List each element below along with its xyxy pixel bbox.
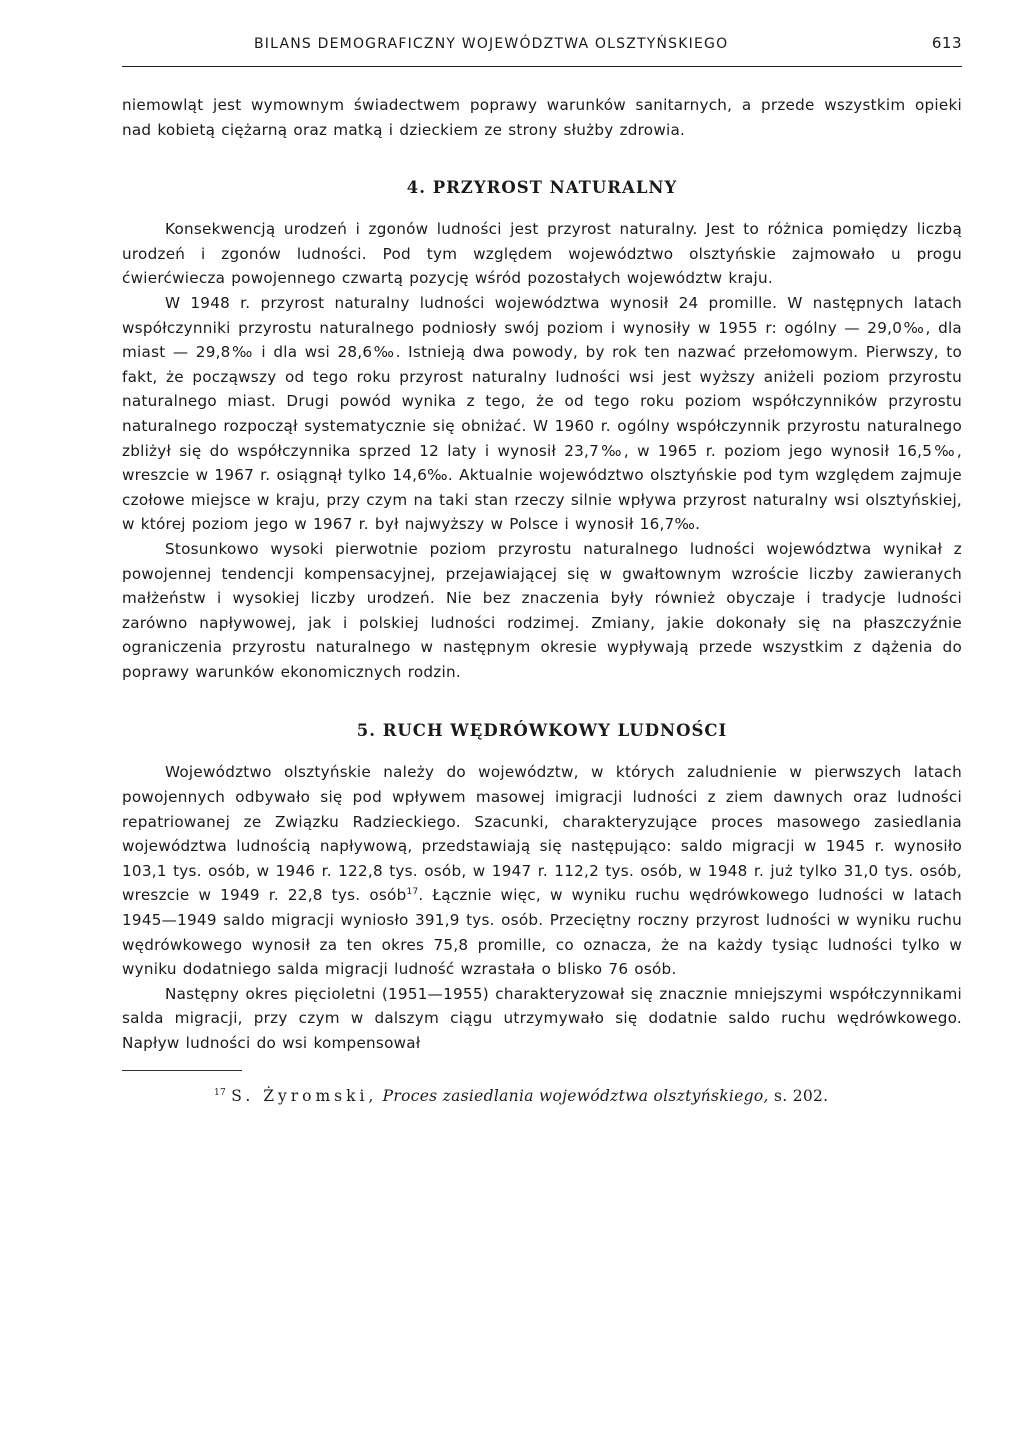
footnote-divider xyxy=(122,1070,242,1071)
section-5-body xyxy=(122,760,962,1055)
footnote-reference[interactable]: 17 xyxy=(406,887,419,898)
footnote xyxy=(122,1087,962,1105)
running-title: BILANS DEMOGRAFICZNY WOJEWÓDZTWA OLSZTYŃSKIEGO xyxy=(254,36,729,52)
paragraph-text: Województwo olsztyńskie należy do województw, w których zaludnienie w pierwszych latach powojennych odbywało się pod wpływem masowej imigracji ludności z ziem dawnych oraz ludności repatriowanej ze Związku Radzieckiego. Szacunki, charakteryzujące proces masowego zasiedlania województwa ludnością napływową, przedstawiają się następująco: saldo migracji w 1945 r. wynosiło 103,1 tys. osób, w 1946 r. 122,8 tys. osób, w 1947 r. 112,2 tys. osób, w 1948 r. już tylko 31,0 tys. osób, wreszcie w 1949 r. 22,8 tys. osób xyxy=(122,763,962,905)
section-5-paragraph: Następny okres pięcioletni (1951—1955) charakteryzował się znacznie mniejszymi współczynnikami salda migracji, przy czym w dalszym ciągu utrzymywało się dodatnie saldo ruchu wędrówkowego. Napływ ludności do wsi kompensował xyxy=(122,984,962,1052)
footnote-page-ref: s. 202. xyxy=(773,1086,829,1105)
intro-text xyxy=(122,93,962,142)
section-4-paragraph: Konsekwencją urodzeń i zgonów ludności jest przyrost naturalny. Jest to różnica pomiędzy liczbą urodzeń i zgonów ludności. Pod tym względem województwo olsztyńskie zajmowało u progu ćwierćwiecza powojennego czwartą pozycję wśród pozostałych województw kraju. xyxy=(122,220,962,288)
paragraph-text: . Łącznie więc, w wyniku ruchu wędrówkowego ludności w latach 1945—1949 saldo migracji wyniosło 391,9 tys. osób. Przeciętny roczny przyrost ludności w wyniku ruchu wędrówkowego wynosił za ten okres 75,8 promille, co oznacza, że na każdy tysiąc ludności tylko w wyniku dodatniego salda migracji ludność wzrastała o blisko 76 osób. xyxy=(122,886,962,979)
section-5-heading: 5. RUCH WĘDRÓWKOWY LUDNOŚCI xyxy=(356,721,728,741)
intro-paragraph: niemowląt jest wymownym świadectwem poprawy warunków sanitarnych, a przede wszystkim opieki nad kobietą ciężarną oraz matką i dzieckiem ze strony służby zdrowia. xyxy=(122,96,962,139)
running-header xyxy=(122,34,962,67)
section-4-paragraph: Stosunkowo wysoki pierwotnie poziom przyrostu naturalnego ludności województwa wynikał z powojennej tendencji kompensacyjnej, przejawiającej się w gwałtownym wzroście liczby zawieranych małżeństw i wysokiej liczby urodzeń. Nie bez znaczenia były również obyczaje i tradycje ludności zarówno napływowej, jak i polskiej ludności rodzimej. Zmiany, jakie dokonały się na płaszczyźnie ograniczenia przyrostu naturalnego w następnym okresie wypływają przede wszystkim z dążenia do poprawy warunków ekonomicznych rodzin. xyxy=(122,539,962,681)
page xyxy=(122,34,962,1105)
footnote-work-title: Proces zasiedlania województwa olsztyńskiego, xyxy=(382,1086,769,1105)
footnote-number: 17 xyxy=(214,1087,227,1098)
section-4-paragraph: W 1948 r. przyrost naturalny ludności województwa wynosił 24 promille. W następnych latach współczynniki przyrostu naturalnego podniosły swój poziom i wynosiły w 1955 r: ogólny — 29,0‰, dla miast — 29,8‰ i dla wsi 28,6‰. Istnieją dwa powody, by rok ten nazwać przełomowym. Pierwszy, to fakt, że począwszy od tego roku przyrost naturalny ludności wsi jest wyższy aniżeli poziom przyrostu naturalnego miast. Drugi powód wynika z tego, że od tego roku poziom współczynników przyrostu naturalnego rozpoczął systematycznie się obniżać. W 1960 r. ogólny współczynnik przyrostu naturalnego zbliżył się do współczynnika sprzed 12 laty i wynosił 23,7‰, w 1965 r. poziom jego wynosił 16,5‰, wreszcie w 1967 r. osiągnął tylko 14,6‰. Aktualnie województwo olsztyńskie pod tym względem zajmuje czołowe miejsce w kraju, przy czym na taki stan rzeczy silnie wpływa przyrost naturalny wsi olsztyńskiej, w której poziom jego w 1967 r. był najwyższy w Polsce i wynosił 16,7‰. xyxy=(122,293,962,534)
page-number: 613 xyxy=(931,34,962,52)
section-4-heading: 4. PRZYROST NATURALNY xyxy=(406,178,678,198)
section-5-paragraph xyxy=(122,760,962,981)
footnote-author: S. Żyromski, xyxy=(231,1086,378,1105)
section-4-body xyxy=(122,217,962,684)
